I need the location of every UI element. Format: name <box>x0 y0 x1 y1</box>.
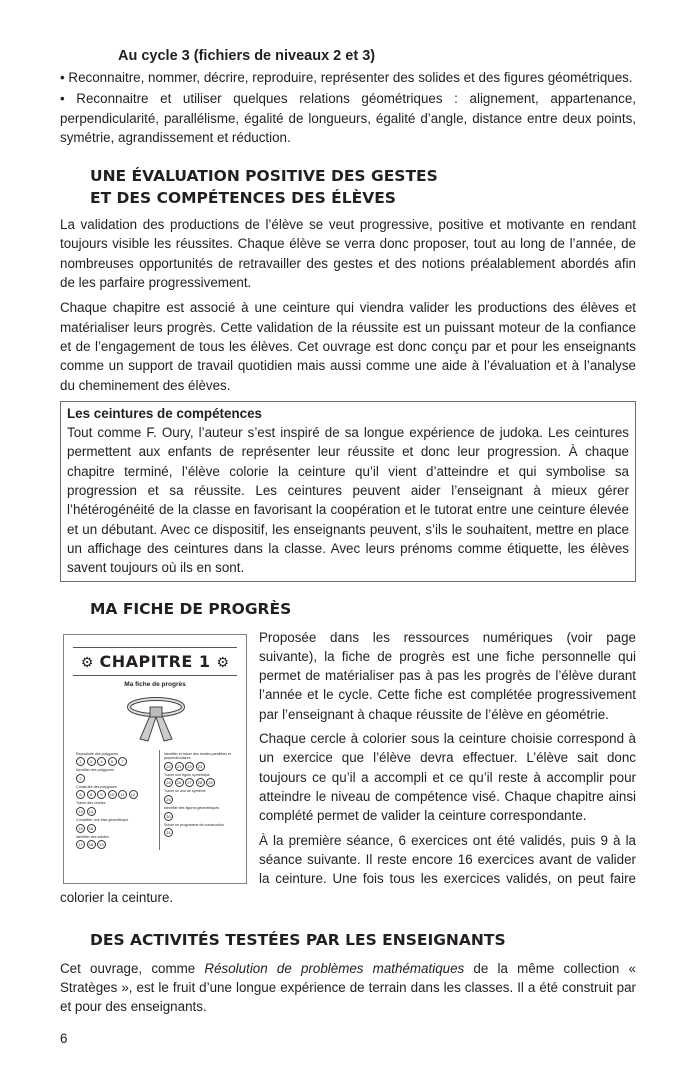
section-heading-evaluation <box>60 165 636 209</box>
exercise-circles <box>76 757 154 766</box>
exercise-circles <box>164 778 242 787</box>
exercise-circle: 6 <box>76 790 85 799</box>
exercise-group-label: Identifier des figures géométriques <box>164 805 220 810</box>
exercise-group-label: Identifier des polygones <box>76 768 114 773</box>
bullet-item: • Reconnaitre, nommer, décrire, reproduire, représenter des solides et des figures géométriques. <box>60 70 633 85</box>
exercise-circles <box>76 807 154 816</box>
thumbnail-header <box>73 652 237 672</box>
fiche-progres-thumbnail <box>63 634 247 884</box>
exercise-circle: 2 <box>76 774 85 783</box>
thumbnail-subtitle: Ma fiche de progrès <box>124 680 186 688</box>
paragraph: À la première séance, 6 exercices ont été validés, puis 9 à la séance suivante. Il reste encore 16 exercices avant de valider la ceinture. Une fois tous les exercices validés, on peut faire colorier la ceinture. <box>60 832 636 906</box>
cycle3-bullets <box>60 68 636 147</box>
exercise-circles <box>76 790 154 799</box>
page-number: 6 <box>60 1030 68 1046</box>
exercise-circle: 28 <box>196 778 205 787</box>
exercise-group-label: Tracer une figure symétrique <box>164 772 210 777</box>
thumbnail-title: CHAPITRE 1 <box>99 651 211 671</box>
evaluation-text <box>60 215 636 395</box>
exercise-circle: 4 <box>97 757 106 766</box>
exercise-group-label: Tracer des cercles <box>76 801 106 806</box>
text: Cet ouvrage, comme <box>60 960 205 976</box>
exercise-circle: 19 <box>97 840 106 849</box>
exercise-circles <box>76 774 154 783</box>
exercise-circle: 15 <box>76 824 85 833</box>
exercise-circles <box>164 828 242 837</box>
exercise-circle: 29 <box>206 778 215 787</box>
exercise-circles <box>164 762 242 771</box>
callout-text: Tout comme F. Oury, l’auteur s’est inspiré de sa longue expérience de judoka. Les ceintures permettent aux enfants de représenter leur réussite et donc leur progression. À chaque chapitre terminé, l’élève colorie la ceinture qu’il vient d’atteindre et qui symbolise sa progression et sa réussite. Les ceintures peuvent aider l’enseignant à mieux gérer l’hétérogénéité de la classe en favorisant la coopération et le tutorat entre une ceinture élevée et un débutant. Avec ce dispositif, les enseignants peuvent, s’ils le souhaitent, mettre en place un affichage des ceintures dans la classe. Avec leurs prénoms comme étiquette, les élèves savent toujours où ils en sont. <box>67 425 629 576</box>
exercise-group-label: Construire des polygones <box>76 784 117 789</box>
exercise-circle: 11 <box>118 790 127 799</box>
exercise-circles <box>76 840 154 849</box>
exercise-circle: 5 <box>108 757 117 766</box>
exercise-circle: 24 <box>164 778 173 787</box>
exercise-circle: 3 <box>87 757 96 766</box>
callout-title: Les ceintures de compétences <box>67 405 262 421</box>
exercise-circle: 21 <box>175 762 184 771</box>
exercise-circle: 8 <box>87 790 96 799</box>
book-title: Résolution de problèmes mathématiques <box>204 960 465 976</box>
exercise-circle: 26 <box>164 795 173 804</box>
paragraph: Chaque cercle à colorier sous la ceinture choisie correspond à un exercice que l’élève devra effectuer. L’élève sait donc toujours ce qu’il a accompli et ce qu’il reste à accomplir pour atteindre le niveau de compétence visé. Chaque chapitre ainsi complété permet de valider la ceinture correspondante. <box>259 731 636 824</box>
exercise-circle: 7 <box>118 757 127 766</box>
paragraph: La validation des productions de l’élève se veut progressive, positive et motivante en rendant toujours visible les réussites. Chaque élève se verra donc proposer, tout au long de l’année, de nombreuses opportunités de retravailler des gestes et des notions préalablement abordés afin de les parfaire progressivement. <box>60 217 636 291</box>
exercise-circle: 17 <box>76 840 85 849</box>
exercise-group-label: Reproduire des polygones <box>76 751 118 756</box>
exercise-circle: 30 <box>164 812 173 821</box>
exercise-circle: 10 <box>108 790 117 799</box>
cycle3-heading: Au cycle 3 (fichiers de niveaux 2 et 3) <box>118 48 376 64</box>
thumbnail-right-column <box>164 750 242 838</box>
exercise-circle: 13 <box>76 807 85 816</box>
exercise-circles <box>76 824 154 833</box>
activites-paragraph <box>60 959 636 1017</box>
gear-icon: ⚙ <box>80 653 94 670</box>
belt-icon <box>126 695 186 745</box>
exercise-circle: 27 <box>185 778 194 787</box>
exercise-circle: 14 <box>87 807 96 816</box>
section-heading-fiche: MA FICHE DE PROGRÈS <box>90 599 292 618</box>
exercise-group-label: Identifier des solides <box>76 834 109 839</box>
exercise-group-label: Compléter une frise géométrique <box>76 817 129 822</box>
exercise-group-label: Tracer un axe de symétrie <box>164 789 206 794</box>
text: de la même collection « Stratèges », est le fruit d’une longue expérience de terrain dans les classes. Il a été construit par et pour des enseignants. <box>60 960 636 1015</box>
exercise-circle: 23 <box>196 762 205 771</box>
exercise-circle: 16 <box>87 824 96 833</box>
heading-line: UNE ÉVALUATION POSITIVE DES GESTES <box>90 167 438 186</box>
exercise-circles <box>164 812 242 821</box>
exercise-circle: 12 <box>129 790 138 799</box>
section-heading-activites: DES ACTIVITÉS TESTÉES PAR LES ENSEIGNANTS <box>90 930 506 949</box>
gear-icon: ⚙ <box>216 653 230 670</box>
paragraph: Proposée dans les ressources numériques (voir page suivante), la fiche de progrès est une fiche personnelle qui permet de matérialiser pas à pas les progrès de l’élève durant l’année et le cycle. Cette fiche est complétée progressivement par l’enseignant à chaque réussite de l’élève en géométrie. <box>259 629 636 722</box>
exercise-circle: 20 <box>164 762 173 771</box>
ceintures-callout-box <box>60 401 636 582</box>
exercise-group-label: Identifier et tracer des droites parallèles et perpendiculaires <box>164 751 231 761</box>
exercise-circle: 31 <box>164 828 173 837</box>
exercise-circle: 25 <box>175 778 184 787</box>
heading-line: ET DES COMPÉTENCES DES ÉLÈVES <box>90 189 396 208</box>
exercise-circle: 1 <box>76 757 85 766</box>
exercise-group-label: Suivre un programme de construction <box>164 822 224 827</box>
fiche-section <box>60 628 636 913</box>
exercise-circle: 22 <box>185 762 194 771</box>
paragraph: Chaque chapitre est associé à une ceinture qui viendra valider les productions des élèves et matérialiser leurs progrès. Cette validation de la réussite est un puissant moteur de la confiance et de l’engagement de tous les élèves. Cet ouvrage est donc conçu par et pour les enseignants comme un support de travail quotidien mais aussi comme une aide à l’évaluation et à l’analyse du cheminement des élèves. <box>60 300 636 393</box>
thumbnail-left-column <box>76 750 154 850</box>
bullet-item: • Reconnaitre et utiliser quelques relations géométriques : alignement, appartenance, perpendicularité, parallélisme, égalité de longueurs, égalité d’angle, distance entre deux points, symétrie, agrandissement et réduction. <box>60 91 636 145</box>
exercise-circle: 18 <box>87 840 96 849</box>
exercise-circle: 9 <box>97 790 106 799</box>
exercise-circles <box>164 795 242 804</box>
